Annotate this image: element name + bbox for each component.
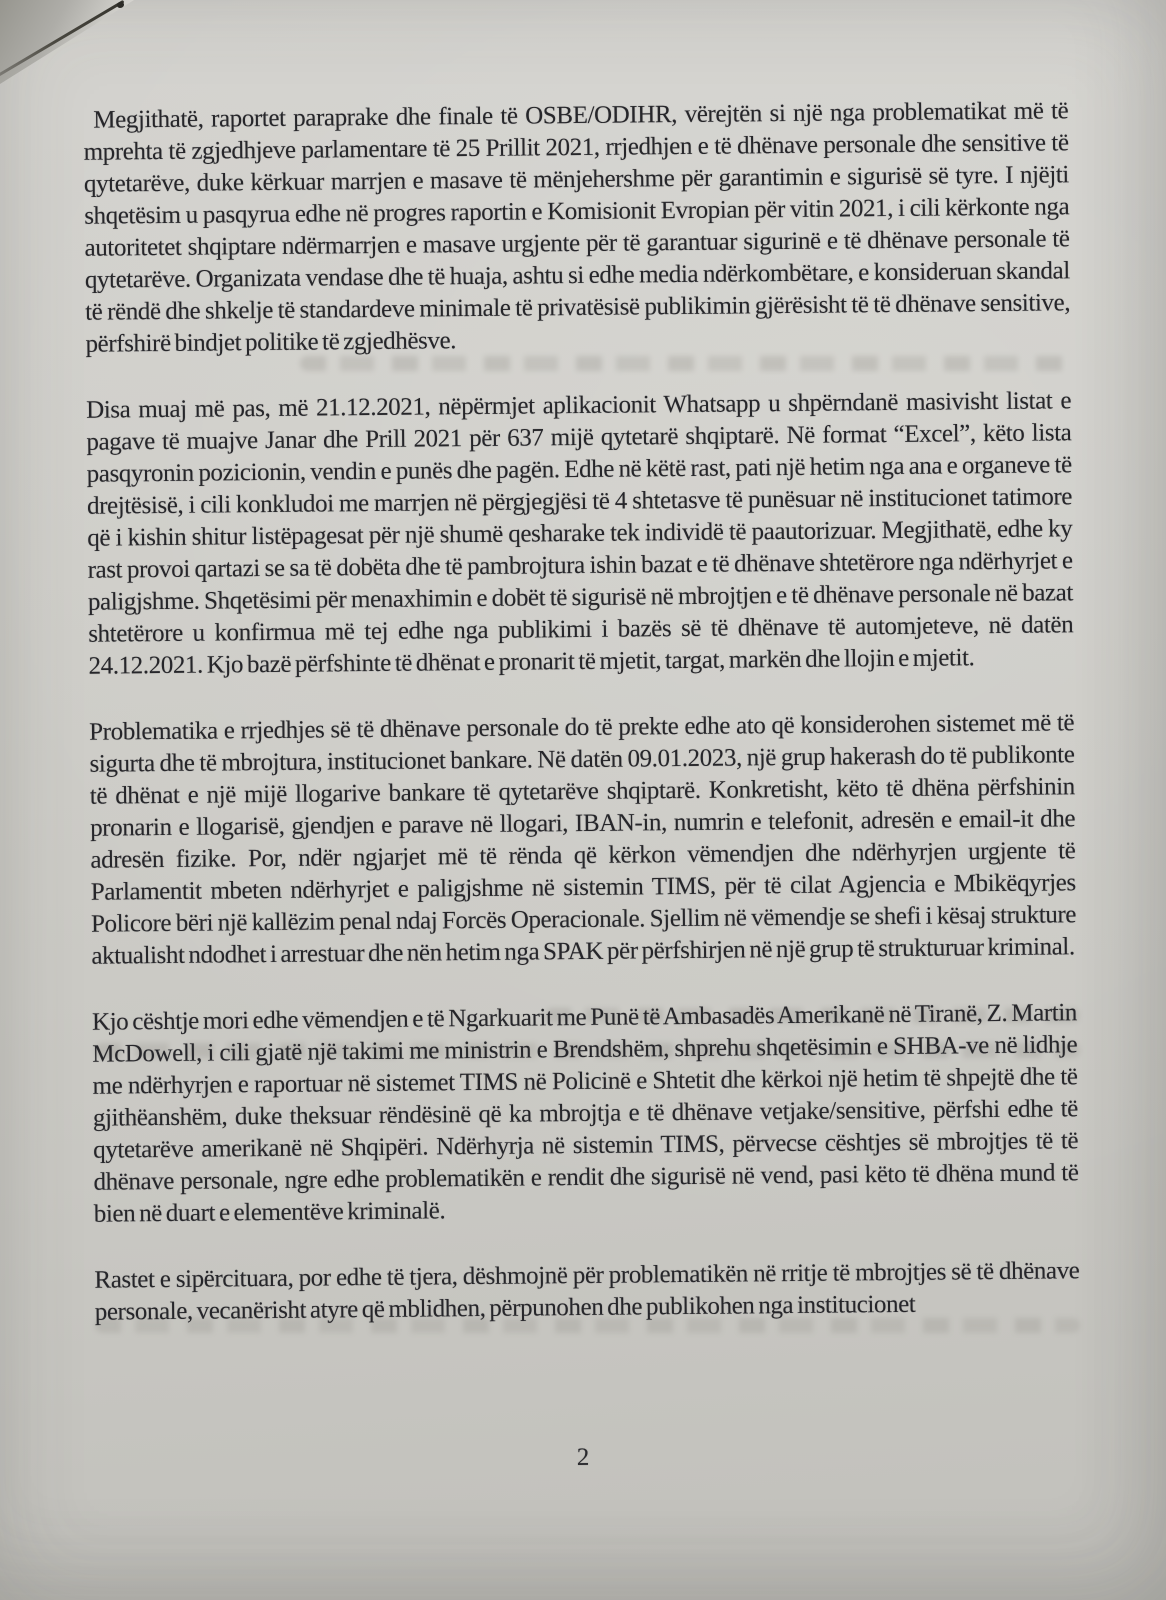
- paragraph-bank-data-tims-breach: Problematika e rrjedhjes së të dhënave personale do të prekte edhe ato që konsiderohen sistemet më të sigurta dhe të mbrojtura, institucionet bankare. Në datën 09.01.2023, një grup hakerash do të publikonte të dhënat e një mijë llogarive bankare të qytetarëve shqiptarë. Konkretisht, këto të dhëna përfshinin pronarin e llogarisë, gjendjen e parave në llogari, IBAN-in, numrin e telefonit, adresën e email-it dhe adresën fizike. Por, ndër ngjarjet më të rënda që kërkon vëmendjen dhe ndërhyrjen urgjente të Parlamentit mbeten ndërhyrjet e paligjshme në sistemin TIMS, për të cilat Agjencia e Mbikëqyrjes Policore bëri një kallëzim penal ndaj Forcës Operacionale. Sjellim në vëmendje se shefi i kësaj strukture aktualisht ndodhet i arrestuar dhe nën hetim nga SPAK për përfshirjen në një grup të strukturuar kriminal.: [89, 709, 1077, 970]
- document-text-block: [83, 95, 1080, 1362]
- page-number: 2: [576, 1443, 590, 1472]
- paragraph-whatsapp-payroll-leak: Disa muaj më pas, më 21.12.2021, nëpërmjet aplikacionit Whatsapp u shpërndanë masivisht listat e pagave të muajve Janar dhe Prill 2021 për 637 mijë qytetarë shqiptarë. Në format “Excel”, këto lista pasqyronin pozicionin, vendin e punës dhe pagën. Edhe në këtë rast, pati një hetim nga ana e organeve të drejtësisë, i cili konkludoi me marrjen në përgjegjësi të 4 shtetasve të punësuar në institucionet tatimore që i kishin shitur listëpagesat për një shumë qesharake tek individë të paautorizuar. Megjithatë, edhe ky rast provoi qartazi se sa të dobëta dhe të pambrojtura ishin bazat e të dhënave shtetërore nga ndërhyrjet e paligjshme. Shqetësimi për menaxhimin e dobët të sigurisë në mbrojtjen e të dhënave personale në bazat shtetërore u konfirmua më tej edhe nga publikimi i bazës së të dhënave të automjeteve, në datën 24.12.2021. Kjo bazë përfshinte të dhënat e pronarit të mjetit, targat, markën dhe llojin e mjetit.: [85, 387, 1074, 680]
- page-corner-fold: [0, 0, 134, 84]
- paragraph-osbe-odihr-report: Megjithatë, raportet paraprake dhe finale të OSBE/ODIHR, vërejtën si një nga problematikat më të mprehta të zgjedhjeve parlamentare të 25 Prillit 2021, rrjedhjen e të dhënave personale dhe sensitive të qytetarëve, duke kërkuar marrjen e masave të mënjehershme për garantimin e sigurisë së tyre. I njëjti shqetësim u pasqyrua edhe në progres raportin e Komisionit Evropian për vitin 2021, i cili kërkonte nga autoritetet shqiptare ndërmarrjen e masave urgjente për të garantuar sigurinë e të dhënave personale të qytetarëve. Organizata vendase dhe të huaja, ashtu si edhe media ndërkombëtare, e konsideruan skandal të rëndë dhe shkelje të standardeve minimale të privatësisë publikimin gjërësisht të të dhënave sensitive, përfshirë bindjet politike të zgjedhësve.: [83, 97, 1071, 358]
- page-corner-speck: [117, 2, 124, 8]
- paragraph-us-embassy-concern: Kjo cështje mori edhe vëmendjen e të Ngarkuarit me Punë të Ambasadës Amerikanë në Tiranë, Z. Martin McDowell, i cili gjatë një takimi me ministrin e Brendshëm, shprehu shqetësimin e SHBA-ve në lidhje me ndërhyrjen e raportuar në sistemet TIMS në Policinë e Shtetit dhe kërkoi një hetim të shpejtë dhe të gjithëanshëm, duke theksuar rëndësinë që ka mbrojtja e të dhënave vetjake/sensitive, përfshi edhe të qytetarëve amerikanë në Shqipëri. Ndërhyrja në sistemin TIMS, përvecse cështjes së mbrojtjes të të dhënave personale, ngre edhe problematikën e rendit dhe sigurisë në vend, pasi këto të dhëna mund të bien në duart e elementëve kriminalë.: [91, 999, 1079, 1228]
- paragraph-closing-summary: Rastet e sipërcituara, por edhe të tjera, dëshmojnë për problematikën në rritje të mbrojtjes së të dhënave personale, vecanërisht atyre që mblidhen, përpunohen dhe publikohen nga institucionet: [94, 1257, 1080, 1326]
